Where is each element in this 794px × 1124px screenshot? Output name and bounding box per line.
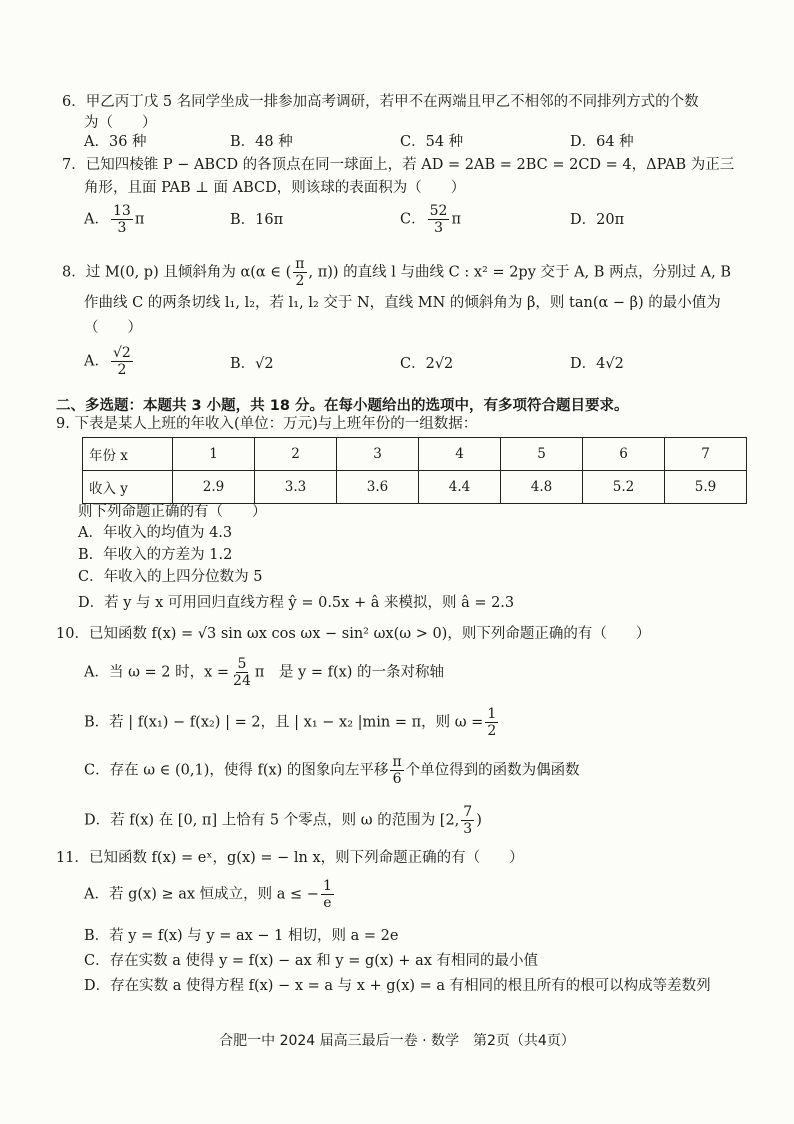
table-cell: 5.9	[665, 471, 747, 504]
table-cell: 3	[337, 438, 419, 471]
q10-option-d-fraction: $\frac{7}{3}$	[463, 804, 473, 837]
q7-option-a-fraction: $\frac{13}{3}$	[112, 203, 131, 236]
q6-line2: 为（ ）	[84, 115, 157, 131]
table-cell: 4.8	[501, 471, 583, 504]
table-cell: 4.4	[419, 471, 501, 504]
q6-option-d: D．64 种	[570, 134, 634, 150]
q9-option-a: A．年收入的均值为 4.3	[78, 525, 233, 541]
page-footer: 合肥一中 2024 届高三最后一卷 · 数学 第2页（共4页）	[219, 1033, 575, 1049]
q10-option-c-fraction: $\frac{\pi}{6}$	[392, 754, 402, 787]
table-cell: 5	[501, 438, 583, 471]
table-row	[83, 438, 747, 471]
q11-option-d: D．存在实数 a 使得方程 f(x) − x = a 与 x + g(x) = a 有相同的根且所有的根可以构成等差数列	[84, 978, 711, 994]
q8-line1: 8．过 M(0, p) 且倾斜角为 α(α ∈ ( $\frac{\pi}{2}$ , π)) 的直线 l 与曲线 C : x² = 2py 交于 A, B 两点，分别过 A, B	[62, 256, 732, 289]
q8-line2: 作曲线 C 的两条切线 l₁, l₂，若 l₁, l₂ 交于 N，直线 MN 的倾斜角为 β，则 tan(α − β) 的最小值为	[84, 295, 721, 311]
q8-option-a-fraction: $\frac{√2}{2}$	[112, 345, 131, 378]
q7-option-a: A． $\frac{13}{3}$ π	[84, 203, 145, 236]
q10-option-b: B．若 | f(x₁) − f(x₂) | = 2，且 | x₁ − x₂ |min = π，则 ω = $\frac{1}{2}$	[84, 706, 497, 739]
q6-line1: 6．甲乙丙丁戊 5 名同学坐成一排参加高考调研，若甲不在两端且甲乙不相邻的不同排列方式的个数	[62, 94, 699, 110]
section-multi-choice-heading: 二、多选题：本题共 3 小题，共 18 分。在每小题给出的选项中，有多项符合题目要求。	[56, 398, 629, 414]
table-cell: 2	[255, 438, 337, 471]
q7-option-d: D．20π	[570, 212, 625, 228]
q10-option-c: C．存在 ω ∈ (0,1)，使得 f(x) 的图象向左平移 $\frac{\pi}{6}$ 个单位得到的函数为偶函数	[84, 754, 580, 787]
q8-line3: （ ）	[84, 320, 142, 336]
q10-option-a: A．当 ω = 2 时，x = $\frac{5}{24}$ π 是 y = f(x) 的一条对称轴	[84, 656, 445, 689]
q10-stem: 10．已知函数 f(x) = √3 sin ωx cos ωx − sin² ωx(ω > 0)，则下列命题正确的有（ ）	[56, 626, 651, 642]
q11-stem: 11．已知函数 f(x) = eˣ，g(x) = − ln x，则下列命题正确的有（ ）	[56, 850, 524, 866]
q9-option-b: B．年收入的方差为 1.2	[78, 547, 233, 563]
q7-option-c: C． $\frac{52}{3}$ π	[400, 203, 461, 236]
q6-option-c: C．54 种	[400, 134, 464, 150]
q10-option-d: D．若 f(x) 在 [0, π] 上恰有 5 个零点，则 ω 的范围为 [2, $\frac{7}{3}$ )	[84, 804, 482, 837]
q7-line1: 7．已知四棱锥 P − ABCD 的各顶点在同一球面上，若 AD = 2AB = 2BC = 2CD = 4，ΔPAB 为正三	[62, 157, 735, 173]
q6-option-b: B．48 种	[230, 134, 293, 150]
q10-option-a-fraction: $\frac{5}{24}$	[233, 656, 251, 689]
table-cell: 6	[583, 438, 665, 471]
table-cell: 3.6	[337, 471, 419, 504]
q7-line2: 角形，且面 PAB ⊥ 面 ABCD，则该球的表面积为（ ）	[84, 180, 466, 196]
table-header-year: 年份 x	[83, 438, 173, 471]
q9-data-table	[82, 437, 747, 504]
table-cell: 3.3	[255, 471, 337, 504]
q8-pi-over-2: $\frac{\pi}{2}$	[295, 256, 305, 289]
q11-option-a-fraction: $\frac{1}{e}$	[322, 878, 332, 911]
table-cell: 4	[419, 438, 501, 471]
table-cell: 5.2	[583, 471, 665, 504]
q9-intro: 9. 下表是某人上班的年收入(单位：万元)与上班年份的一组数据：	[56, 416, 478, 432]
table-cell: 7	[665, 438, 747, 471]
q11-option-b: B．若 y = f(x) 与 y = ax − 1 相切，则 a = 2e	[84, 928, 399, 944]
q10-option-b-fraction: $\frac{1}{2}$	[487, 706, 497, 739]
table-cell: 1	[173, 438, 255, 471]
q8-option-b: B．√2	[230, 356, 274, 372]
q8-option-c: C．2√2	[400, 356, 454, 372]
q6-option-a: A．36 种	[84, 134, 147, 150]
q8-option-a: A． $\frac{√2}{2}$	[84, 345, 131, 378]
q9-question: 则下列命题正确的有（ ）	[78, 504, 267, 520]
q11-option-c: C．存在实数 a 使得 y = f(x) − ax 和 y = g(x) + ax 有相同的最小值	[84, 953, 539, 969]
q7-option-c-fraction: $\frac{52}{3}$	[429, 203, 448, 236]
q9-option-d: D．若 y 与 x 可用回归直线方程 ŷ = 0.5x + â 来模拟，则 â = 2.3	[78, 595, 515, 611]
q11-option-a: A．若 g(x) ≥ ax 恒成立，则 a ≤ − $\frac{1}{e}$	[84, 878, 332, 911]
q8-option-d: D．4√2	[570, 356, 624, 372]
q7-option-b: B．16π	[230, 212, 284, 228]
table-row	[83, 471, 747, 504]
table-cell: 2.9	[173, 471, 255, 504]
q9-option-c: C．年收入的上四分位数为 5	[78, 569, 263, 585]
table-header-income: 收入 y	[83, 471, 173, 504]
